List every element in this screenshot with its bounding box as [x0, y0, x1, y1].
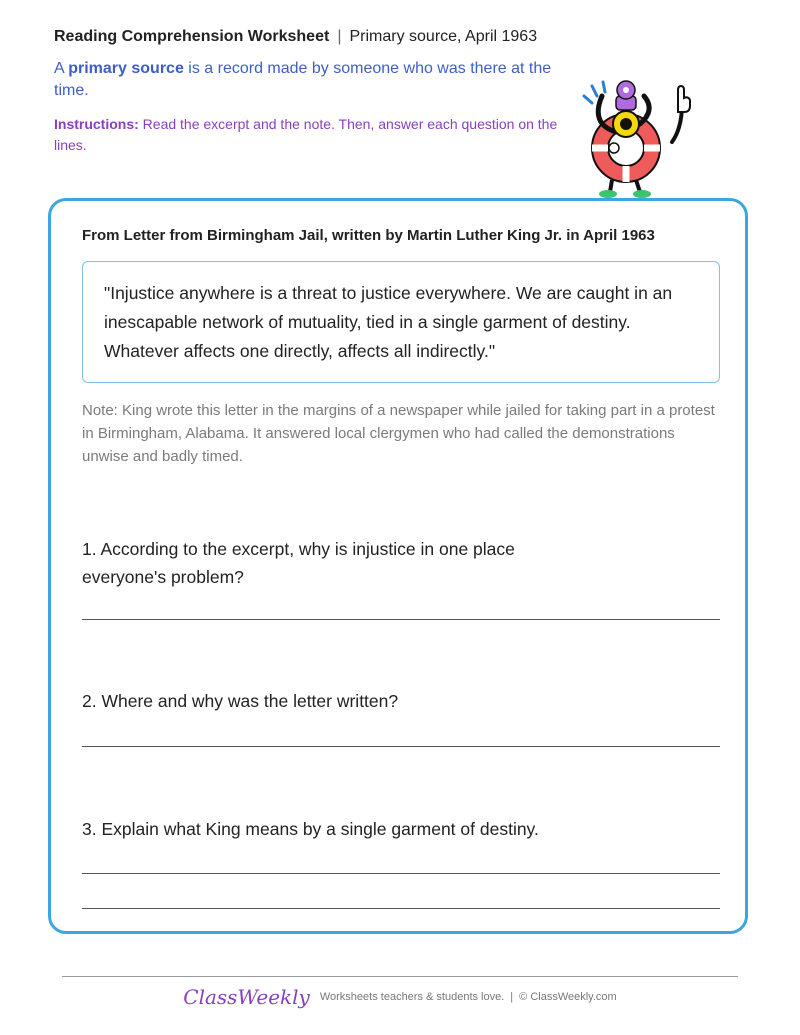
- footer: [0, 985, 800, 1009]
- worksheet-header: [54, 26, 574, 156]
- worksheet-title: Reading Comprehension Worksheet: [54, 28, 330, 45]
- footer-tagline: Worksheets teachers & students love.: [319, 991, 505, 1003]
- answer-line-2[interactable]: [82, 746, 720, 747]
- question-2: 2. Where and why was the letter written?: [82, 691, 399, 711]
- instructions-label: Instructions:: [54, 116, 139, 132]
- question-1: 1. According to the excerpt, why is injustice in one place everyone's problem?: [82, 539, 515, 587]
- instructions-text: Read the excerpt and the note. Then, answer each question on the lines.: [54, 116, 558, 153]
- source-note: Note: King wrote this letter in the margins of a newspaper while jailed for taking part in a protest in Birmingham, Alabama. It answered local clergymen who had called the demonstrations unwise and badly timed.: [82, 402, 715, 465]
- excerpt-quote: "Injustice anywhere is a threat to justice everywhere. We are caught in an inescapable network of mutuality, tied in a single garment of destiny. Whatever affects one directly, affects all indirectly.": [82, 261, 720, 383]
- footer-divider: [62, 976, 738, 977]
- footer-copyright: © ClassWeekly.com: [519, 991, 617, 1003]
- definition-rest: is a record made by someone who was there at the time.: [54, 60, 552, 99]
- question-3: 3. Explain what King means by a single garment of destiny.: [82, 819, 539, 839]
- answer-line-1[interactable]: [82, 619, 720, 620]
- footer-separator: |: [510, 991, 514, 1003]
- definition-prefix: A: [54, 60, 69, 77]
- source-card: [48, 198, 748, 934]
- definition-term: primary source: [68, 60, 184, 77]
- title-line: [54, 26, 574, 48]
- answer-line-3b[interactable]: [82, 908, 720, 909]
- instructions: [54, 114, 574, 156]
- life-ring-mascot-icon: [574, 76, 698, 200]
- worksheet-subtitle: Primary source, April 1963: [349, 28, 538, 45]
- brand-logo: ClassWeekly: [183, 985, 310, 1009]
- primary-source-definition: [54, 58, 574, 102]
- answer-line-3a[interactable]: [82, 873, 720, 874]
- source-title: From Letter from Birmingham Jail, written by Martin Luther King Jr. in April 1963: [82, 227, 655, 244]
- title-separator: |: [337, 28, 342, 45]
